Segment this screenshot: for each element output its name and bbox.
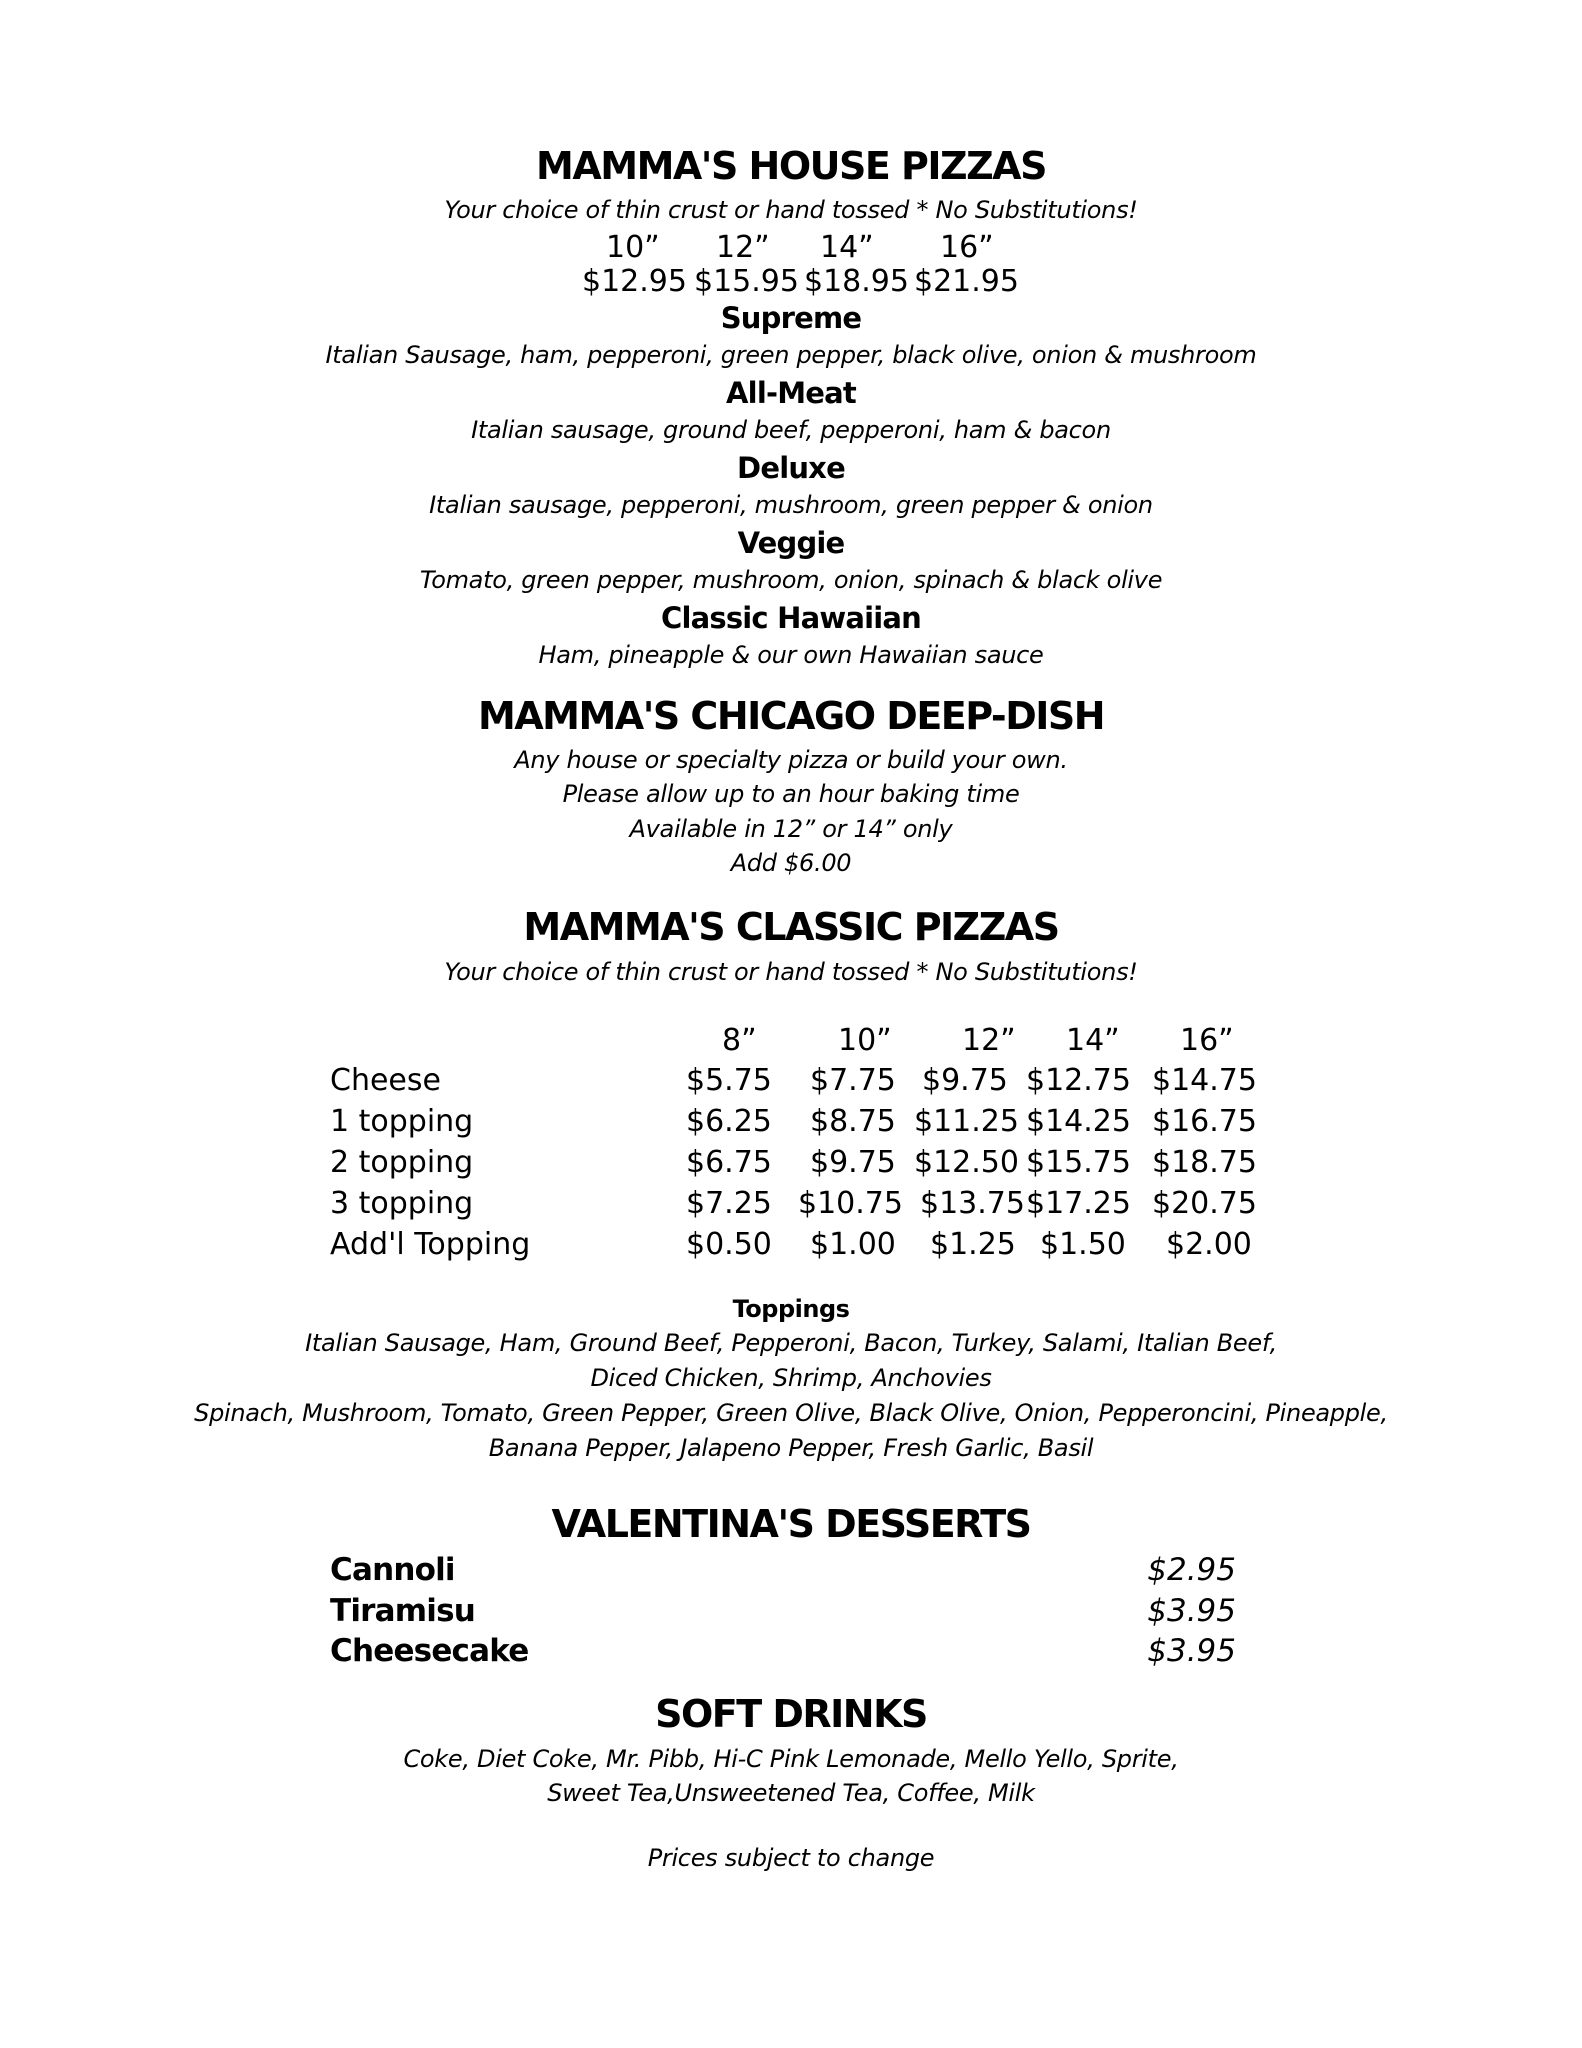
pizza-desc-all-meat: Italian sausage, ground beef, pepperoni, ham & bacon (471, 416, 1111, 444)
deep-dish-price-line: Add $6.00 (730, 849, 852, 877)
house-pizzas-subtitle: Your choice of thin crust or hand tossed * No Substitutions! (444, 196, 1138, 224)
dessert-name: Tiramisu (330, 1593, 476, 1629)
drinks-line: Sweet Tea,Unsweetened Tea, Coffee, Milk (547, 1779, 1035, 1807)
dessert-price: $3.95 (1147, 1593, 1236, 1629)
price-cell: $0.50 (686, 1227, 772, 1262)
classic-size: 12” (962, 1023, 1016, 1058)
price-cell: $9.75 (810, 1145, 896, 1180)
classic-pizzas-title: MAMMA'S CLASSIC PIZZAS (523, 905, 1059, 949)
pizza-name-veggie: Veggie (737, 526, 845, 560)
price-cell: $18.75 (1152, 1145, 1257, 1180)
row-label: 3 topping (330, 1186, 474, 1221)
dessert-price: $3.95 (1147, 1633, 1236, 1669)
desserts-title: VALENTINA'S DESSERTS (551, 1502, 1031, 1546)
soft-drinks-title: SOFT DRINKS (655, 1692, 927, 1736)
row-label: Add'l Topping (330, 1227, 531, 1262)
classic-pizzas-subtitle: Your choice of thin crust or hand tossed * No Substitutions! (444, 958, 1138, 986)
price-cell: $7.75 (810, 1063, 896, 1098)
deep-dish-line: Available in 12” or 14” only (629, 815, 953, 843)
house-price: $15.95 (694, 264, 799, 299)
price-cell: $20.75 (1152, 1186, 1257, 1221)
prices-disclaimer: Prices subject to change (647, 1844, 935, 1872)
classic-size: 10” (838, 1023, 892, 1058)
toppings-line: Banana Pepper, Jalapeno Pepper, Fresh Garlic, Basil (488, 1434, 1094, 1462)
drinks-line: Coke, Diet Coke, Mr. Pibb, Hi-C Pink Lemonade, Mello Yello, Sprite, (403, 1745, 1179, 1773)
price-cell: $12.75 (1026, 1063, 1131, 1098)
pizza-desc-classic-hawaiian: Ham, pineapple & our own Hawaiian sauce (538, 641, 1044, 669)
house-size: 10” (606, 230, 660, 265)
pizza-desc-deluxe: Italian sausage, pepperoni, mushroom, green pepper & onion (429, 491, 1153, 519)
price-cell: $16.75 (1152, 1104, 1257, 1139)
house-size: 14” (820, 230, 874, 265)
dessert-name: Cheesecake (330, 1633, 529, 1669)
pizza-name-deluxe: Deluxe (737, 451, 845, 485)
price-cell: $14.75 (1152, 1063, 1257, 1098)
price-cell: $2.00 (1166, 1227, 1252, 1262)
dessert-name: Cannoli (330, 1552, 455, 1588)
toppings-line: Spinach, Mushroom, Tomato, Green Pepper, Green Olive, Black Olive, Onion, Pepperoncini, Pineapple, (194, 1399, 1388, 1427)
deep-dish-title: MAMMA'S CHICAGO DEEP-DISH (477, 694, 1105, 738)
price-cell: $15.75 (1026, 1145, 1131, 1180)
price-cell: $5.75 (686, 1063, 772, 1098)
price-cell: $6.25 (686, 1104, 772, 1139)
toppings-line: Italian Sausage, Ham, Ground Beef, Pepperoni, Bacon, Turkey, Salami, Italian Beef, (305, 1329, 1277, 1357)
house-pizzas-title: MAMMA'S HOUSE PIZZAS (536, 144, 1046, 188)
price-cell: $1.50 (1040, 1227, 1126, 1262)
row-label: 2 topping (330, 1145, 474, 1180)
pizza-desc-supreme: Italian Sausage, ham, pepperoni, green pepper, black olive, onion & mushroom (325, 341, 1257, 369)
house-size: 12” (716, 230, 770, 265)
price-cell: $10.75 (798, 1186, 903, 1221)
toppings-line: Diced Chicken, Shrimp, Anchovies (590, 1364, 992, 1392)
pizza-name-all-meat: All-Meat (726, 376, 856, 410)
row-label: Cheese (330, 1063, 441, 1098)
classic-size: 16” (1180, 1023, 1234, 1058)
price-cell: $1.00 (810, 1227, 896, 1262)
classic-size: 14” (1066, 1023, 1120, 1058)
dessert-price: $2.95 (1147, 1552, 1236, 1588)
price-cell: $1.25 (930, 1227, 1016, 1262)
price-cell: $6.75 (686, 1145, 772, 1180)
row-label: 1 topping (330, 1104, 474, 1139)
pizza-desc-veggie: Tomato, green pepper, mushroom, onion, spinach & black olive (419, 566, 1163, 594)
pizza-name-supreme: Supreme (720, 301, 862, 335)
deep-dish-line: Please allow up to an hour baking time (562, 780, 1020, 808)
pizza-name-classic-hawaiian: Classic Hawaiian (660, 601, 922, 635)
price-cell: $13.75 (920, 1186, 1025, 1221)
price-cell: $9.75 (922, 1063, 1008, 1098)
price-cell: $8.75 (810, 1104, 896, 1139)
house-size: 16” (940, 230, 994, 265)
price-cell: $17.25 (1026, 1186, 1131, 1221)
house-price: $21.95 (914, 264, 1019, 299)
house-price: $18.95 (804, 264, 909, 299)
deep-dish-line: Any house or specialty pizza or build your own. (514, 746, 1068, 774)
classic-size: 8” (722, 1023, 757, 1058)
price-cell: $12.50 (914, 1145, 1019, 1180)
toppings-title: Toppings (732, 1295, 850, 1323)
house-price: $12.95 (582, 264, 687, 299)
price-cell: $14.25 (1026, 1104, 1131, 1139)
price-cell: $7.25 (686, 1186, 772, 1221)
price-cell: $11.25 (914, 1104, 1019, 1139)
